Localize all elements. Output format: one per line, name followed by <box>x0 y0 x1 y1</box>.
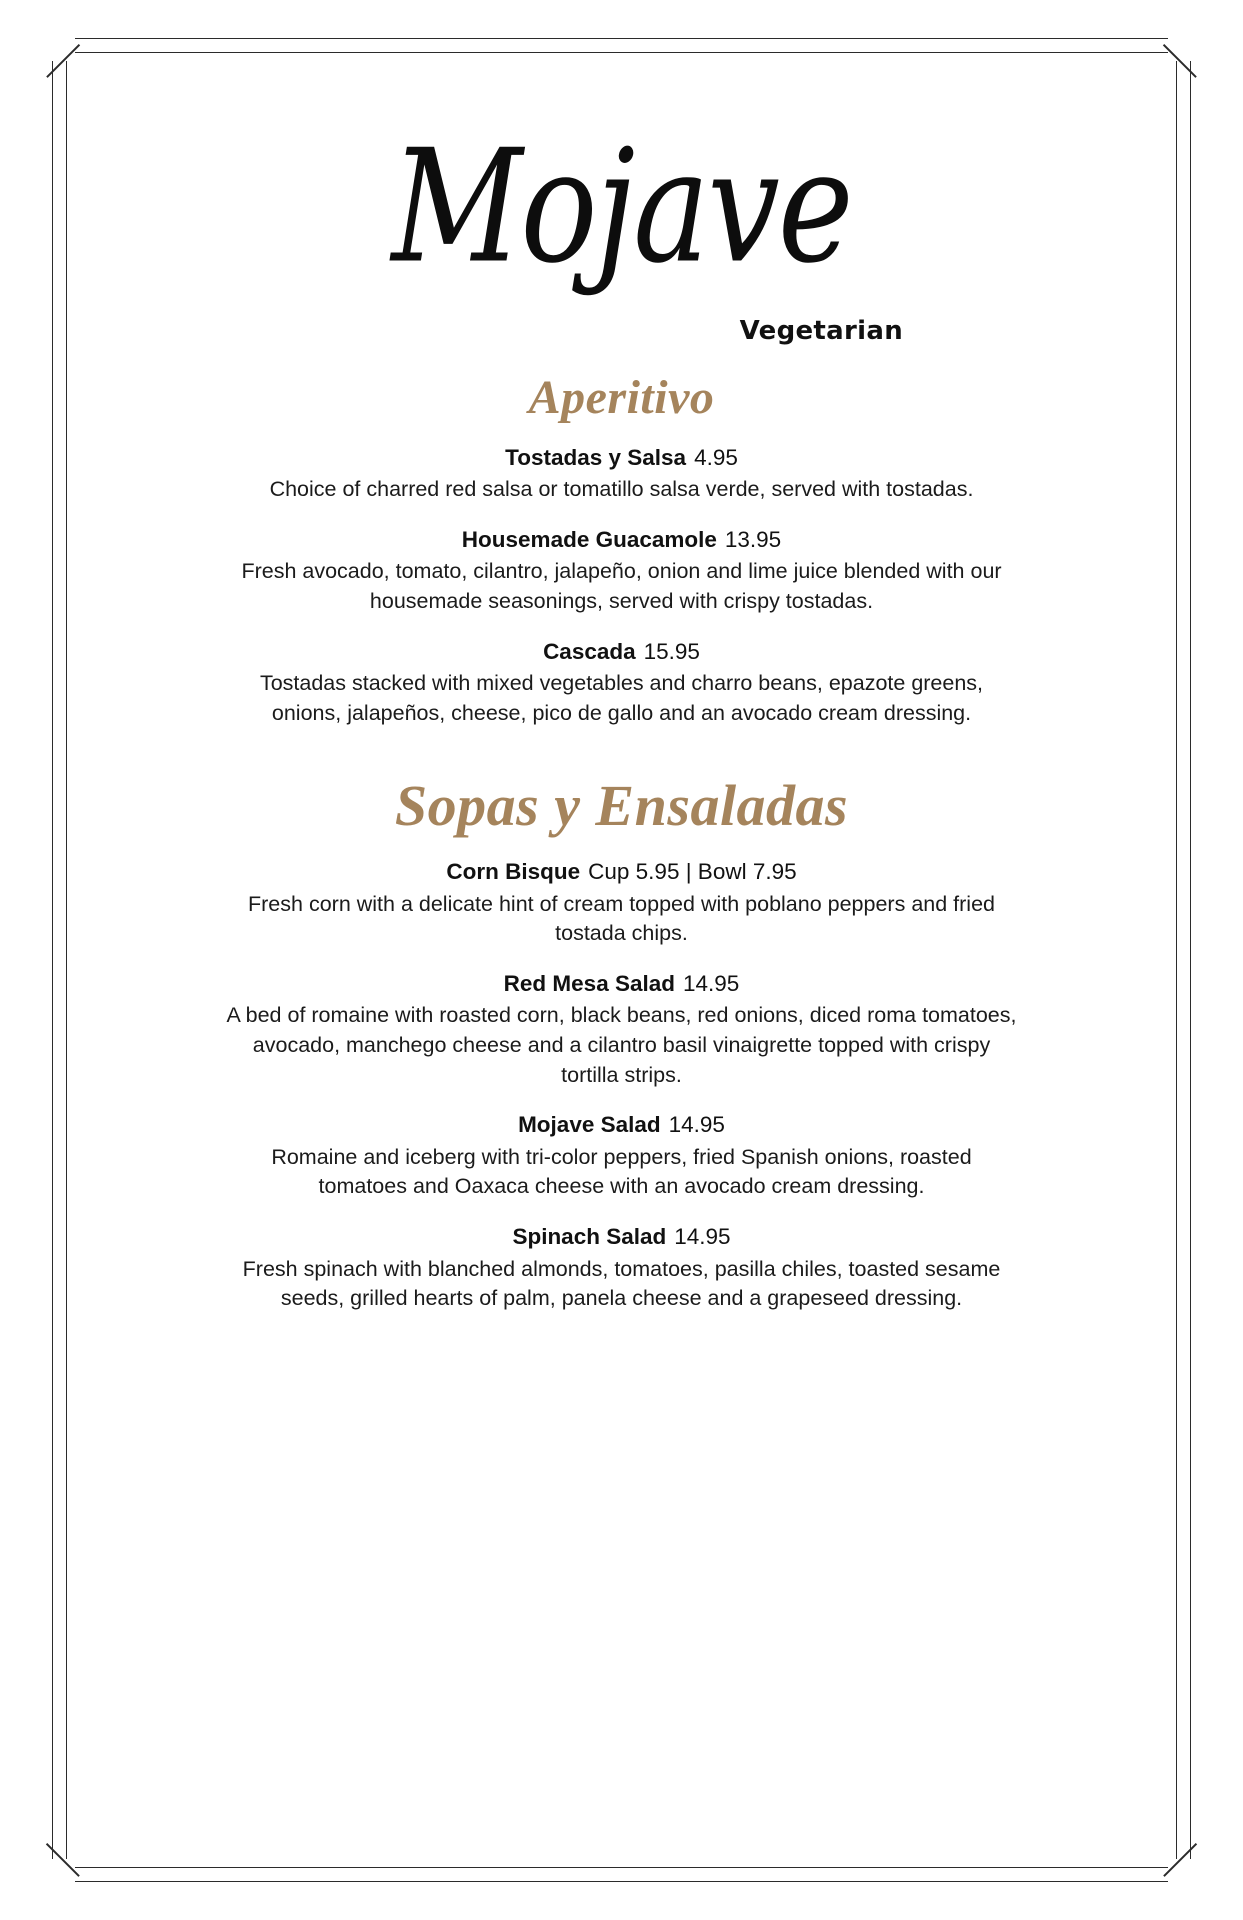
menu-item-heading <box>150 525 1093 555</box>
menu-item <box>150 1110 1093 1202</box>
menu-item-price: 13.95 <box>724 527 782 553</box>
menu-item-name: Tostadas y Salsa <box>505 445 687 470</box>
corner-notch-bottom-left <box>45 1859 75 1889</box>
brand-header <box>150 116 1093 370</box>
menu-item-heading <box>150 637 1093 667</box>
menu-item-price: 14.95 <box>683 971 740 997</box>
menu-item-name: Housemade Guacamole <box>461 527 717 553</box>
menu-item-name: Corn Bisque <box>446 859 581 885</box>
menu-item-description: Fresh corn with a delicate hint of cream topped with poblano peppers and fried tostada chips. <box>248 891 995 946</box>
menu-item-name: Red Mesa Salad <box>503 971 675 997</box>
menu-item-price: 4.95 <box>694 445 738 470</box>
menu-item-description: Fresh spinach with blanched almonds, tomatoes, pasilla chiles, toasted sesame seeds, grilled hearts of palm, panela cheese and a grapeseed dressing. <box>242 1256 1001 1311</box>
menu-item-description: Tostadas stacked with mixed vegetables and charro beans, epazote greens, onions, jalapeños, cheese, pico de gallo and an avocado cream dressing. <box>259 671 984 725</box>
menu-item-description: Romaine and iceberg with tri-color peppers, fried Spanish onions, roasted tomatoes and Oaxaca cheese with an avocado cream dressing. <box>271 1144 972 1199</box>
menu-item-price: 15.95 <box>643 638 700 664</box>
menu-subtitle: Vegetarian <box>739 316 903 346</box>
menu-item <box>150 857 1093 949</box>
menu-item-price: Cup 5.95 | Bowl 7.95 <box>588 859 797 885</box>
menu-item-name: Mojave Salad <box>518 1112 661 1138</box>
menu-item-name: Spinach Salad <box>512 1224 667 1250</box>
menu-section-sopas-y-ensaladas <box>150 772 1093 1313</box>
corner-notch-bottom-right <box>1168 1859 1198 1889</box>
menu-item-heading <box>150 1110 1093 1140</box>
menu-item-heading <box>150 1222 1093 1252</box>
menu-content <box>150 116 1093 1334</box>
corner-notch-top-right <box>1168 31 1198 61</box>
section-title: Aperitivo <box>528 371 715 424</box>
menu-item-price: 14.95 <box>668 1112 725 1138</box>
menu-item-price: 14.95 <box>674 1224 731 1250</box>
corner-notch-top-left <box>45 31 75 61</box>
menu-item <box>150 525 1093 617</box>
menu-item-description: Choice of charred red salsa or tomatillo salsa verde, served with tostadas. <box>269 477 974 502</box>
section-title: Sopas y Ensaladas <box>394 773 849 839</box>
menu-item-heading <box>150 969 1093 999</box>
menu-item-description: Fresh avocado, tomato, cilantro, jalapeño, onion and lime juice blended with our housemade seasonings, served with crispy tostadas. <box>241 559 1002 614</box>
menu-item <box>150 969 1093 1090</box>
menu-item-description: A bed of romaine with roasted corn, black beans, red onions, diced roma tomatoes, avocado, manchego cheese and a cilantro basil vinaigrette topped with crispy tortilla strips. <box>226 1003 1017 1087</box>
menu-item-name: Cascada <box>543 638 636 664</box>
menu-item-heading <box>150 443 1093 473</box>
menu-item <box>150 443 1093 505</box>
menu-section-aperitivo <box>150 370 1093 728</box>
menu-item <box>150 1222 1093 1314</box>
restaurant-logo-wordmark: Mojave <box>391 116 852 299</box>
menu-item-heading <box>150 857 1093 887</box>
menu-item <box>150 637 1093 729</box>
